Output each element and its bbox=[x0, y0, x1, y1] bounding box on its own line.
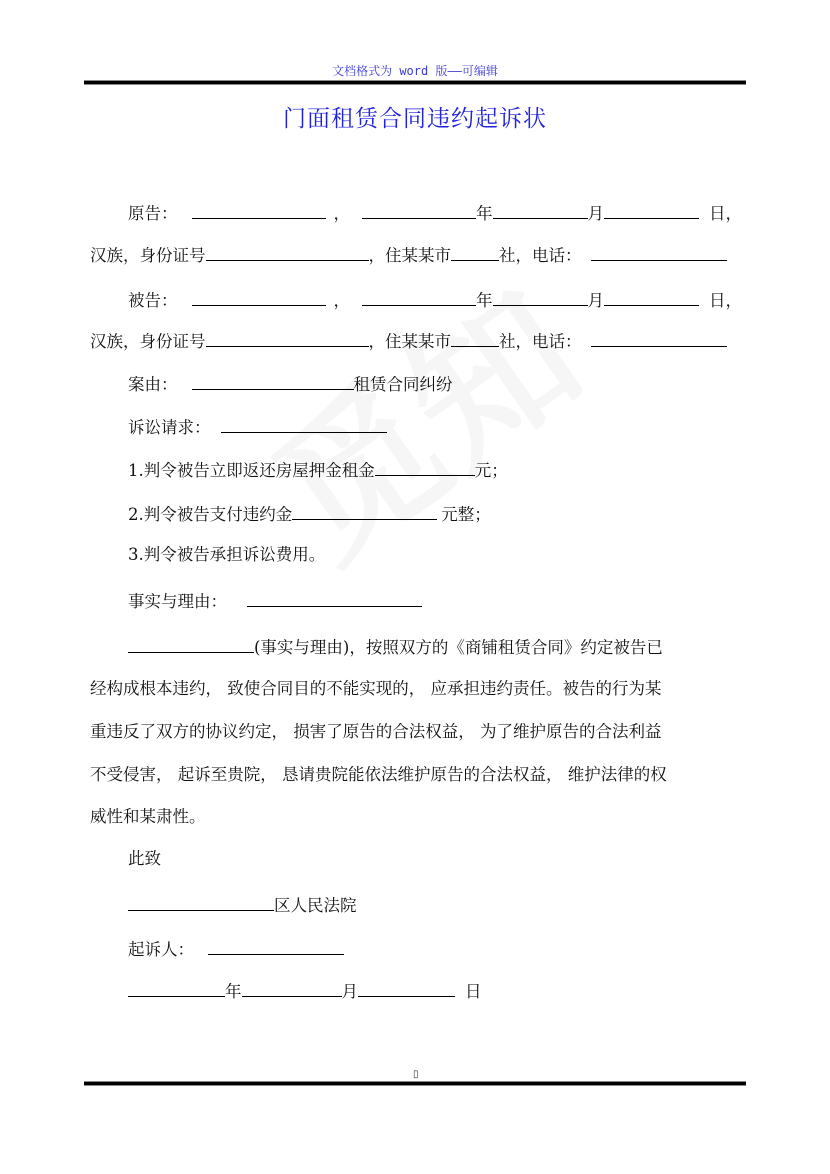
label: 诉讼请求： bbox=[128, 418, 211, 437]
text: 社，电话： bbox=[499, 332, 582, 351]
text: 日， bbox=[709, 204, 742, 223]
label: 案由： bbox=[128, 375, 178, 394]
defendant-line bbox=[128, 287, 742, 312]
claim-1 bbox=[128, 457, 508, 482]
page-header: 文档格式为 word 版——可编辑 bbox=[332, 64, 498, 78]
text: 月 bbox=[587, 291, 604, 310]
text: 元整； bbox=[441, 505, 491, 524]
facts-line-1 bbox=[128, 634, 663, 659]
text: 月 bbox=[341, 982, 358, 1001]
cause-line bbox=[128, 371, 453, 396]
facts-line-3: 重违反了双方的协议约定， 损害了原告的合法权益， 为了维护原告的合法利益 bbox=[90, 722, 662, 741]
facts-line-2: 经构成根本违约， 致使合同目的不能实现的， 应承担违约责任。被告的行为某 bbox=[90, 679, 662, 698]
claim-2 bbox=[128, 501, 491, 526]
plaintiff-line bbox=[128, 200, 742, 225]
page-number: ▯ bbox=[413, 1069, 419, 1080]
text: 汉族，身份证号 bbox=[90, 332, 206, 351]
claims-line bbox=[128, 414, 387, 439]
petitioner-line bbox=[128, 936, 344, 961]
text: 汉族，身份证号 bbox=[90, 246, 206, 265]
document-title: 门面租赁合同违约起诉状 bbox=[283, 106, 547, 132]
text: 年 bbox=[476, 291, 493, 310]
label: 起诉人： bbox=[128, 940, 194, 959]
text: ， bbox=[333, 291, 350, 310]
header-rule bbox=[84, 80, 746, 85]
facts-line-4: 不受侵害， 起诉至贵院， 恳请贵院能依法维护原告的合法权益， 维护法律的权 bbox=[90, 765, 667, 784]
court-line bbox=[128, 892, 357, 917]
footer-rule bbox=[84, 1081, 746, 1086]
text: 2.判令被告支付违约金 bbox=[128, 505, 293, 524]
text: 区人民法院 bbox=[274, 896, 357, 915]
label: 原告： bbox=[128, 204, 178, 223]
text: ，住某某市 bbox=[368, 246, 451, 265]
salutation: 此致 bbox=[128, 849, 161, 868]
label: 被告： bbox=[128, 291, 178, 310]
text: 1.判令被告立即返还房屋押金租金 bbox=[128, 461, 375, 480]
date-line bbox=[128, 978, 482, 1003]
text: 租赁合同纠纷 bbox=[353, 375, 453, 394]
text: 日 bbox=[465, 982, 482, 1001]
text: 日， bbox=[709, 291, 742, 310]
text: 社，电话： bbox=[499, 246, 582, 265]
text: 年 bbox=[476, 204, 493, 223]
plaintiff-id-line bbox=[90, 242, 727, 267]
facts-label-line bbox=[128, 588, 422, 613]
defendant-id-line bbox=[90, 328, 727, 353]
text: (事实与理由)，按照双方的《商铺租赁合同》约定被告已 bbox=[254, 638, 663, 657]
text: ，住某某市 bbox=[368, 332, 451, 351]
text: 年 bbox=[225, 982, 242, 1001]
claim-3: 3.判令被告承担诉讼费用。 bbox=[128, 545, 326, 564]
facts-line-5: 威性和某肃性。 bbox=[90, 807, 206, 826]
text: 元； bbox=[474, 461, 508, 480]
label: 事实与理由： bbox=[128, 592, 227, 611]
text: ， bbox=[333, 204, 350, 223]
text: 月 bbox=[587, 204, 604, 223]
